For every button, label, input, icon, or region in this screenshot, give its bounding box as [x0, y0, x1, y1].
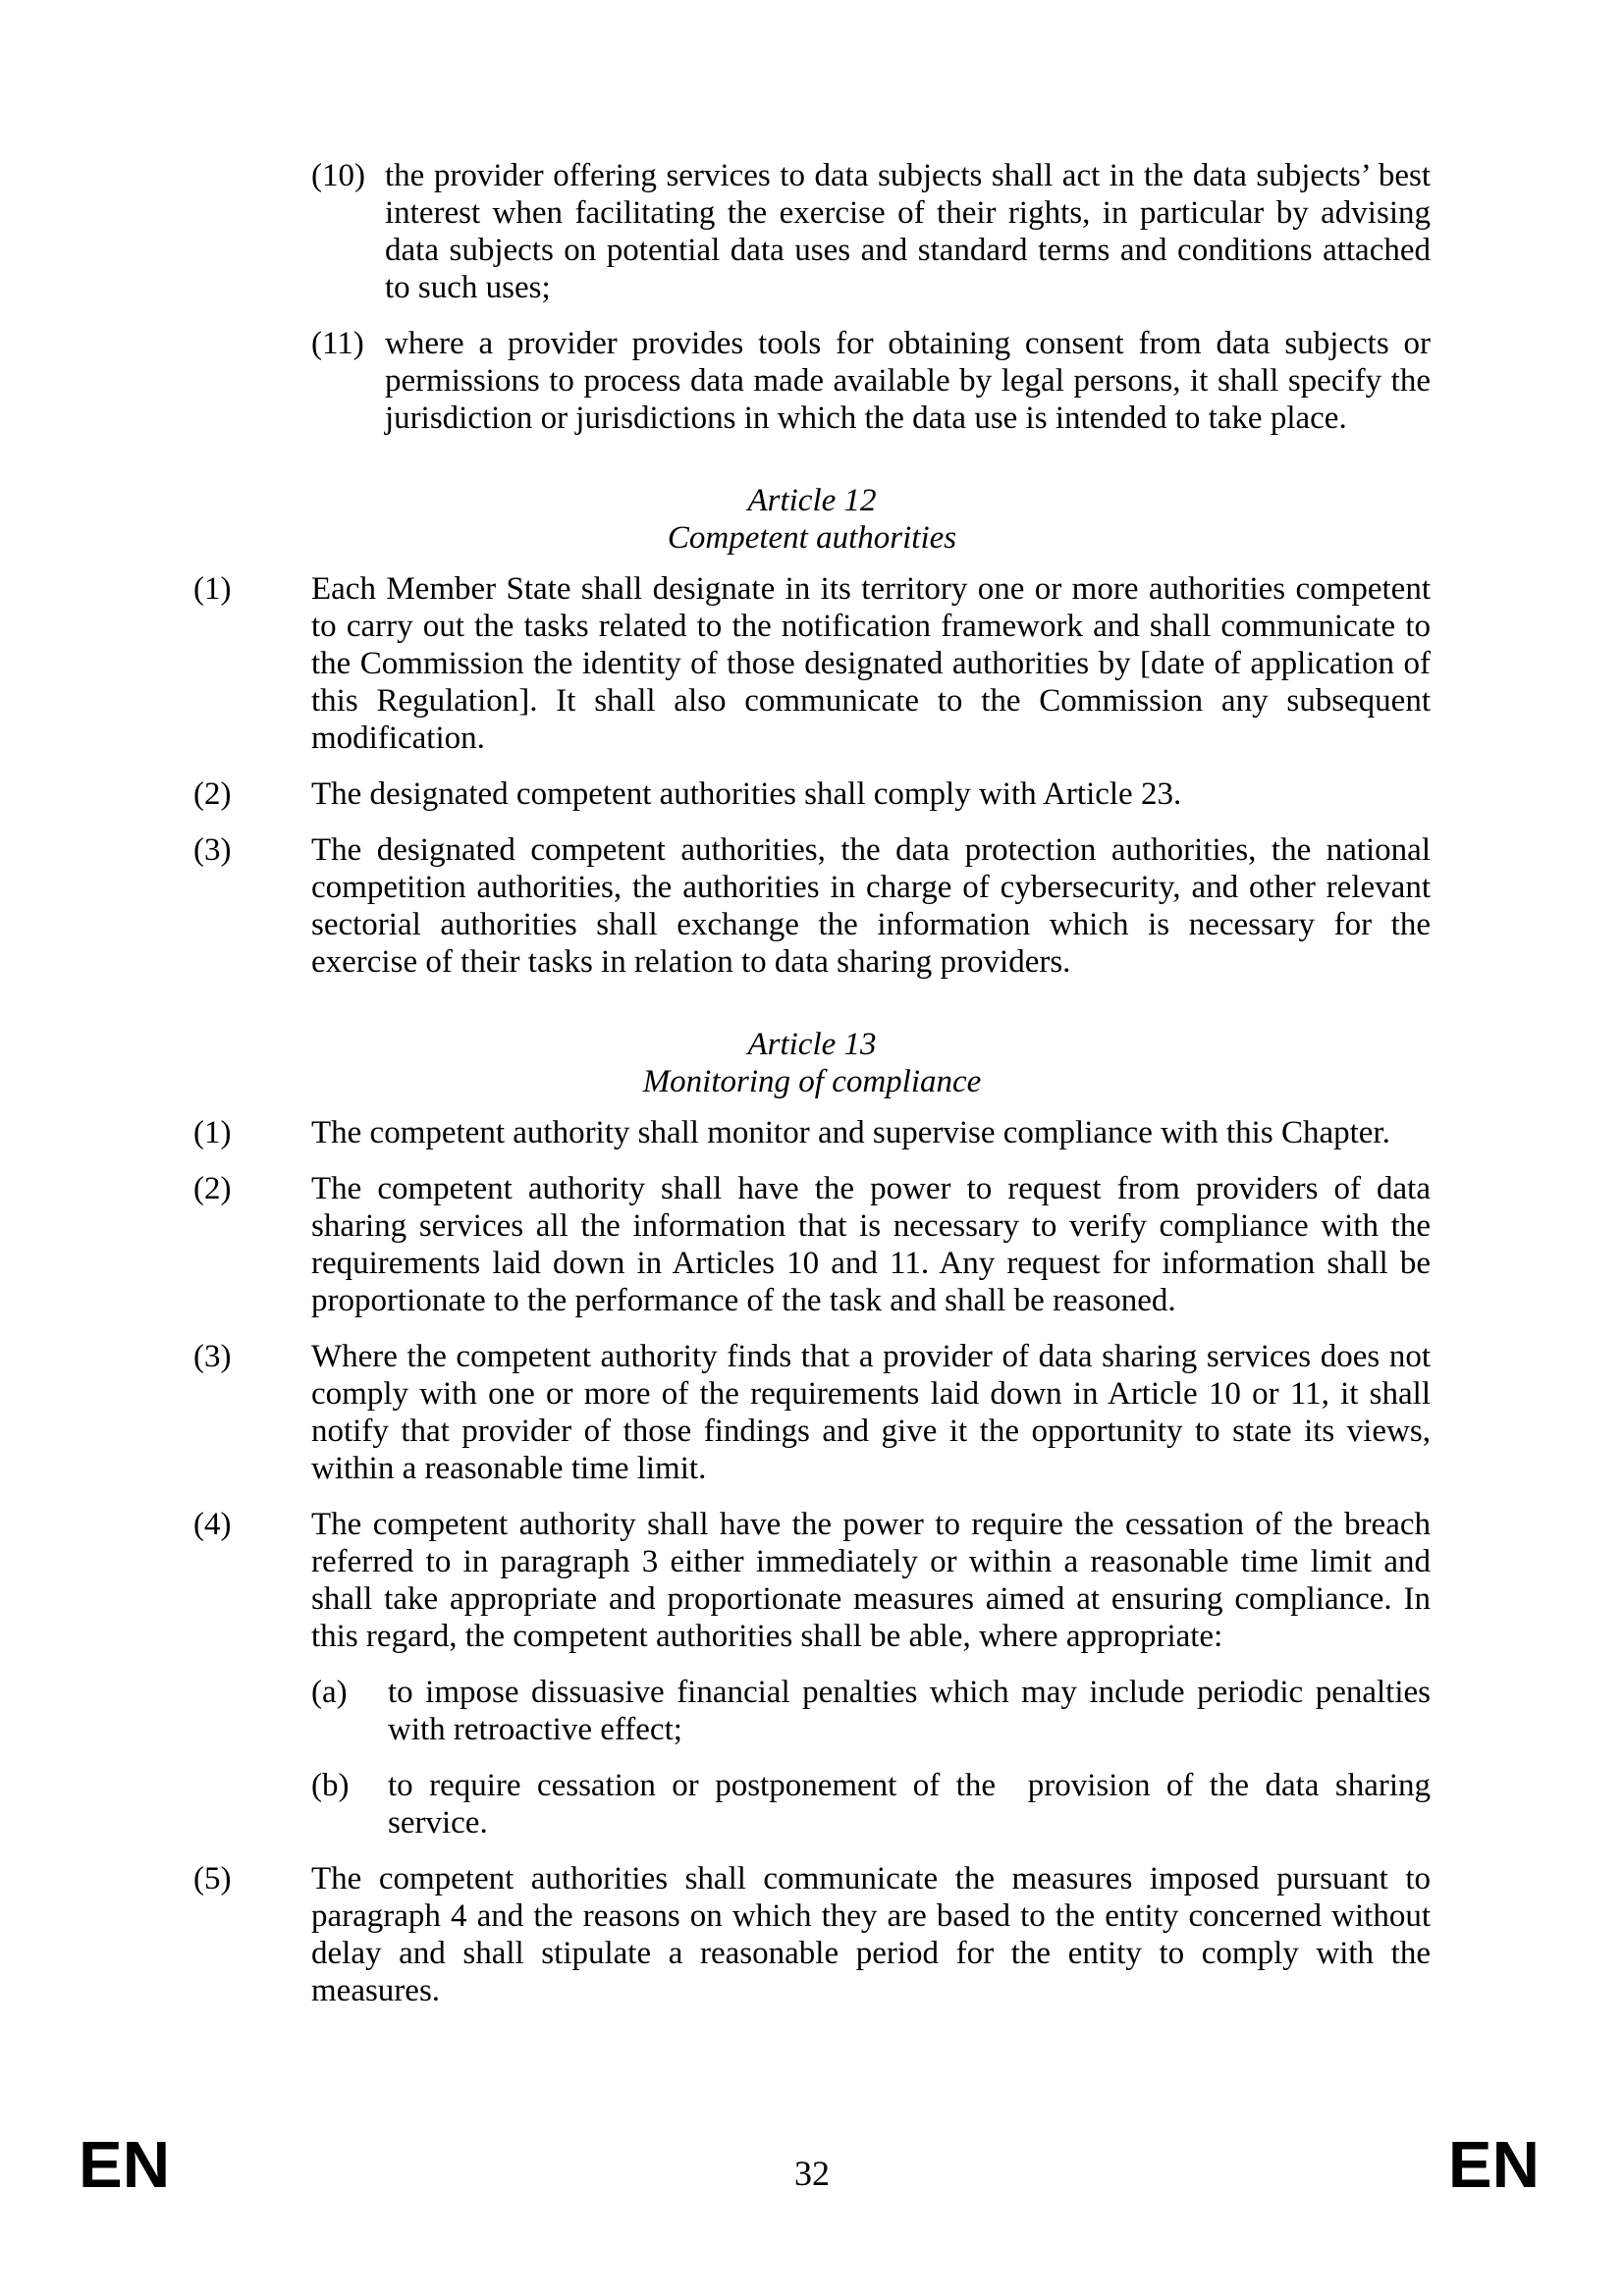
footer-language-right: EN — [1447, 2128, 1540, 2202]
paragraph — [193, 831, 1431, 981]
sub-item — [311, 1767, 1431, 1842]
paragraph-number: (3) — [193, 1339, 232, 1374]
paragraph — [193, 1170, 1431, 1319]
list-item — [311, 325, 1431, 437]
article-subtitle: Competent authorities — [667, 520, 957, 556]
paragraph — [193, 1506, 1431, 1842]
item-number: (10) — [311, 158, 365, 193]
paragraph-text: The competent authority shall have the power to request from providers of data sharing services all the information that is necessary to verify compliance with the requirements laid down in Articles 10 and 11. Any request for information shall be proportionate to the performance of the task and shall be reasoned. — [311, 1171, 1431, 1318]
paragraph-number: (1) — [193, 1115, 232, 1150]
article-12-heading — [193, 482, 1431, 557]
paragraph-number: (2) — [193, 776, 232, 812]
paragraph — [193, 1114, 1431, 1151]
paragraph — [193, 1338, 1431, 1487]
numbered-sublist — [311, 157, 1431, 437]
sub-item — [311, 1674, 1431, 1748]
paragraph-number: (4) — [193, 1507, 232, 1542]
paragraph — [193, 570, 1431, 757]
paragraph — [193, 1860, 1431, 2009]
page-content — [193, 157, 1431, 2028]
paragraph-number: (5) — [193, 1861, 232, 1896]
item-number: (11) — [311, 326, 364, 361]
footer-language-left: EN — [79, 2128, 171, 2202]
paragraph-number: (2) — [193, 1171, 232, 1206]
list-item — [311, 157, 1431, 306]
paragraph-body — [311, 1506, 1431, 1842]
paragraph-number: (3) — [193, 832, 232, 868]
article-subtitle: Monitoring of compliance — [642, 1064, 982, 1099]
footer-page-number: 32 — [794, 2154, 830, 2193]
item-text: where a provider provides tools for obtaining consent from data subjects or permissions to process data made available by legal persons, it shall specify the jurisdiction or jurisdictions in which the data use is intended to take place. — [385, 326, 1431, 436]
sub-item-text: to require cessation or postponement of the provision of the data sharing service. — [388, 1768, 1431, 1841]
article-title: Article 12 — [747, 483, 877, 518]
paragraph — [193, 775, 1431, 813]
article-title: Article 13 — [747, 1027, 877, 1062]
item-text: the provider offering services to data subjects shall act in the data subjects’ best interest when facilitating the exercise of their rights, in particular by advising data subjects on potential data uses and standard terms and conditions attached to such uses; — [385, 158, 1431, 305]
article-13-heading — [193, 1026, 1431, 1100]
paragraph-text: The competent authority shall monitor and supervise compliance with this Chapter. — [311, 1115, 1390, 1150]
paragraph-text: Each Member State shall designate in its territory one or more authorities competent to carry out the tasks related to the notification framework and shall communicate to the Commission the identity of those designated authorities by [date of application of this Regulation]. It shall also communicate to the Commission any subsequent modification. — [311, 571, 1431, 756]
paragraph-text: The designated competent authorities, the data protection authorities, the national competition authorities, the authorities in charge of cybersecurity, and other relevant sectorial authorities shall exchange the information which is necessary for the exercise of their tasks in relation to data sharing providers. — [311, 832, 1431, 980]
paragraph-text: Where the competent authority finds that a provider of data sharing services does not comply with one or more of the requirements laid down in Article 10 or 11, it shall notify that provider of those findings and give it the opportunity to state its views, within a reasonable time limit. — [311, 1339, 1431, 1486]
sub-item-letter: (a) — [311, 1675, 348, 1710]
paragraph-text: The designated competent authorities shall comply with Article 23. — [311, 776, 1182, 812]
paragraph-text: The competent authorities shall communicate the measures imposed pursuant to paragraph 4 and the reasons on which they are based to the entity concerned without delay and shall stipulate a reasonable period for the entity to comply with the measures. — [311, 1861, 1431, 2008]
sub-item-text: to impose dissuasive financial penalties which may include periodic penalties with retroactive effect; — [388, 1675, 1431, 1747]
paragraph-number: (1) — [193, 571, 232, 607]
sub-item-letter: (b) — [311, 1768, 350, 1803]
paragraph-text: The competent authority shall have the power to require the cessation of the breach referred to in paragraph 3 either immediately or within a reasonable time limit and shall take appropriate and proportionate measures aimed at ensuring compliance. In this regard, the competent authorities shall be able, where appropriate: — [311, 1507, 1431, 1654]
